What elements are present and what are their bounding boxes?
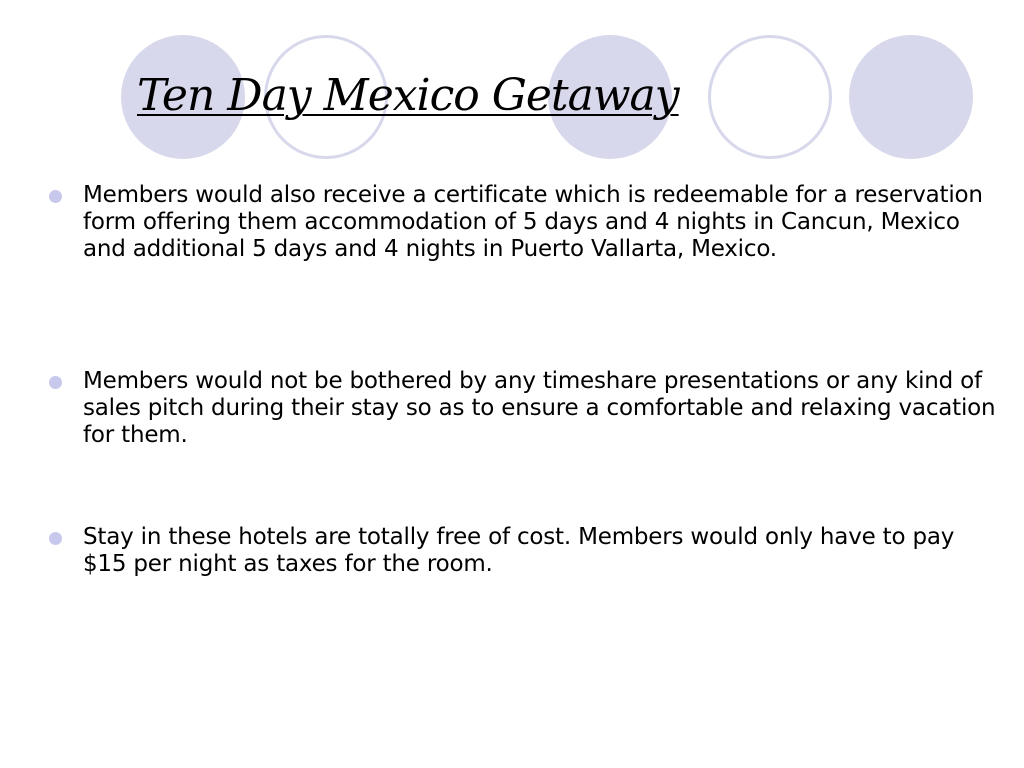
bullet-dot-icon [49,376,62,389]
bullet-text: Members would not be bothered by any timeshare presentations or any kind of sales pitch during their stay so as to ensure a comfortable and relaxing vacation for them. [83,368,996,448]
bullet-text: Stay in these hotels are totally free of cost. Members would only have to pay $15 per night as taxes for the room. [83,524,955,577]
slide-title: Ten Day Mexico Getaway [137,70,679,121]
bullet-dot-icon [49,190,62,203]
bullet-dot-icon [49,532,62,545]
bullet-text: Members would also receive a certificate which is redeemable for a reservation form offering them accommodation of 5 days and 4 nights in Cancun, Mexico and additional 5 days and 4 nights in Puerto Vallarta, Mexico. [83,182,983,262]
